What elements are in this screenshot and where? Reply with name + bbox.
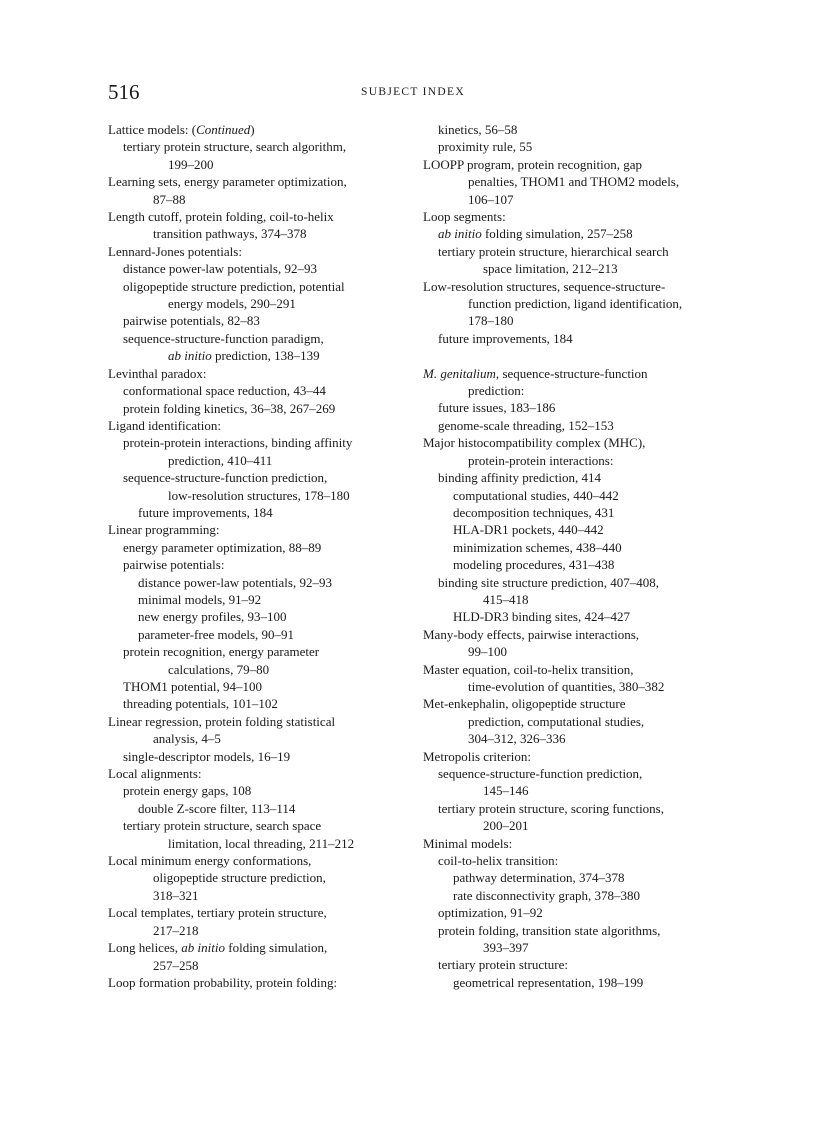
entry-line: Master equation, coil-to-helix transition,	[423, 661, 634, 677]
entry-line: function prediction, ligand identification,	[468, 296, 683, 312]
entry-line: future improvements, 184	[138, 504, 273, 520]
entry-line: minimization schemes, 438–440	[453, 539, 622, 555]
index-entry	[423, 278, 723, 330]
index-subentry	[438, 330, 723, 347]
index-subentry	[123, 539, 408, 556]
entry-line: HLA-DR1 pockets, 440–442	[453, 522, 604, 538]
index-subentry	[438, 399, 723, 416]
index-subentry	[438, 225, 723, 242]
index-subentry	[123, 400, 408, 417]
index-subentry	[438, 138, 723, 155]
index-subentry	[438, 243, 723, 278]
index-subentry	[123, 260, 408, 277]
entry-line: pairwise potentials, 82–83	[123, 313, 260, 329]
entry-line: tertiary protein structure, hierarchical search	[438, 243, 669, 259]
entry-line: modeling procedures, 431–438	[453, 557, 615, 573]
index-subentry	[453, 521, 723, 538]
index-column-right	[423, 121, 723, 991]
index-subentry	[438, 800, 723, 835]
entry-line: transition pathways, 374–378	[153, 226, 307, 242]
entry-line: Learning sets, energy parameter optimization,	[108, 174, 347, 190]
entry-line: tertiary protein structure, search algorithm,	[123, 139, 347, 155]
index-entry	[108, 713, 408, 748]
entry-line: prediction, 410–411	[168, 452, 273, 468]
index-subentry	[123, 278, 408, 313]
index-subentry	[453, 539, 723, 556]
entry-line: single-descriptor models, 16–19	[123, 748, 291, 764]
index-subentry	[438, 765, 723, 800]
index-subentry	[138, 626, 408, 643]
entry-line: protein-protein interactions, binding affinity	[123, 435, 353, 451]
index-entry	[423, 156, 723, 208]
index-subentry	[123, 434, 408, 469]
entry-line: protein recognition, energy parameter	[123, 644, 320, 660]
entry-line: Metropolis criterion:	[423, 748, 531, 764]
entry-line: protein-protein interactions:	[468, 452, 614, 468]
entry-line: sequence-structure-function paradigm,	[123, 330, 324, 346]
entry-line: 318–321	[153, 887, 199, 903]
entry-line: Lattice models: (Continued)	[108, 122, 255, 137]
index-subentry	[438, 417, 723, 434]
entry-line: 304–312, 326–336	[468, 731, 566, 747]
entry-line: binding affinity prediction, 414	[438, 470, 601, 486]
entry-line: Low-resolution structures, sequence-structure-	[423, 278, 666, 294]
entry-line: threading potentials, 101–102	[123, 696, 278, 712]
index-subentry	[123, 312, 408, 329]
entry-line: LOOPP program, protein recognition, gap	[423, 156, 643, 172]
index-subentry	[453, 608, 723, 625]
entry-line: protein folding kinetics, 36–38, 267–269	[123, 400, 336, 416]
entry-line: penalties, THOM1 and THOM2 models,	[468, 174, 680, 190]
page-header	[108, 79, 718, 105]
index-entry	[423, 208, 723, 225]
entry-line: rate disconnectivity graph, 378–380	[453, 887, 641, 903]
index-entry	[108, 939, 408, 974]
entry-line: Minimal models:	[423, 835, 513, 851]
entry-line: computational studies, 440–442	[453, 487, 619, 503]
index-entry	[423, 661, 723, 696]
index-subentry	[123, 330, 408, 365]
index-subentry	[453, 556, 723, 573]
entry-line: Loop segments:	[423, 209, 506, 225]
index-subentry	[123, 695, 408, 712]
index-entry	[108, 765, 408, 782]
letter-gap	[423, 347, 723, 364]
entry-line: Local alignments:	[108, 766, 202, 782]
entry-line: 415–418	[483, 591, 529, 607]
entry-line: tertiary protein structure, search space	[123, 818, 322, 834]
entry-line: 87–88	[153, 191, 186, 207]
entry-line: THOM1 potential, 94–100	[123, 679, 263, 694]
index-subentry	[138, 800, 408, 817]
entry-line: 257–258	[153, 957, 199, 973]
entry-line: M. genitalium, sequence-structure-function	[423, 365, 648, 381]
entry-line: future improvements, 184	[438, 330, 573, 346]
entry-line: limitation, local threading, 211–212	[168, 835, 355, 851]
index-subentry	[453, 869, 723, 886]
index-entry	[108, 121, 408, 138]
entry-line: oligopeptide structure prediction,	[153, 870, 326, 886]
index-subentry	[123, 382, 408, 399]
index-entry	[423, 748, 723, 765]
page-number: 516	[108, 80, 140, 104]
entry-line: distance power-law potentials, 92–93	[138, 574, 332, 590]
entry-line: prediction, computational studies,	[468, 713, 645, 729]
index-subentry	[438, 121, 723, 138]
index-subentry	[138, 504, 408, 521]
entry-line: decomposition techniques, 431	[453, 504, 615, 520]
index-entry	[108, 974, 408, 991]
entry-line: protein folding, transition state algorithms,	[438, 922, 661, 938]
index-subentry	[453, 487, 723, 504]
entry-line: new energy profiles, 93–100	[138, 609, 287, 625]
index-entry	[108, 365, 408, 382]
index-entry	[423, 626, 723, 661]
entry-line: Levinthal paradox:	[108, 365, 207, 381]
index-entry	[423, 835, 723, 852]
entry-line: double Z-score filter, 113–114	[138, 800, 296, 816]
entry-line: 199–200	[168, 156, 214, 172]
entry-line: parameter-free models, 90–91	[138, 626, 295, 642]
entry-line: minimal models, 91–92	[138, 591, 262, 607]
index-subentry	[123, 643, 408, 678]
index-entry	[423, 434, 723, 469]
entry-line: tertiary protein structure, scoring functions,	[438, 800, 664, 816]
entry-line: low-resolution structures, 178–180	[168, 487, 350, 503]
entry-line: calculations, 79–80	[168, 661, 270, 677]
index-subentry	[453, 504, 723, 521]
running-head: SUBJECT INDEX	[361, 86, 465, 98]
entry-line: Lennard-Jones potentials:	[108, 243, 242, 259]
entry-line: Ligand identification:	[108, 417, 221, 433]
entry-line: ab initio folding simulation, 257–258	[438, 226, 633, 242]
entry-line: Linear programming:	[108, 522, 220, 538]
entry-line: oligopeptide structure prediction, potential	[123, 278, 345, 294]
index-entry	[108, 208, 408, 243]
index-subentry	[453, 974, 723, 991]
index-subentry	[123, 748, 408, 765]
entry-line: ab initio prediction, 138–139	[168, 348, 320, 364]
index-subentry	[453, 887, 723, 904]
entry-line: HLD-DR3 binding sites, 424–427	[453, 609, 630, 625]
entry-line: analysis, 4–5	[153, 731, 221, 747]
entry-line: future issues, 183–186	[438, 400, 556, 416]
index-subentry	[438, 574, 723, 609]
entry-line: optimization, 91–92	[438, 905, 543, 921]
entry-line: energy models, 290–291	[168, 296, 296, 312]
index-column-left	[108, 121, 408, 991]
entry-line: Many-body effects, pairwise interactions,	[423, 626, 639, 642]
entry-line: 178–180	[468, 313, 514, 329]
entry-line: tertiary protein structure:	[438, 957, 568, 973]
index-subentry	[123, 469, 408, 504]
entry-line: Met-enkephalin, oligopeptide structure	[423, 696, 626, 712]
entry-line: distance power-law potentials, 92–93	[123, 261, 317, 277]
index-subentry	[438, 852, 723, 869]
index-entry	[108, 173, 408, 208]
entry-line: 200–201	[483, 818, 529, 834]
index-subentry	[138, 574, 408, 591]
entry-line: kinetics, 56–58	[438, 122, 518, 137]
entry-line: geometrical representation, 198–199	[453, 974, 644, 990]
index-entry	[423, 695, 723, 747]
index-subentry	[123, 138, 408, 173]
entry-line: 106–107	[468, 191, 514, 207]
entry-line: prediction:	[468, 383, 525, 399]
entry-line: binding site structure prediction, 407–408,	[438, 574, 659, 590]
entry-line: pairwise potentials:	[123, 557, 225, 573]
entry-line: 217–218	[153, 922, 199, 938]
index-entry	[108, 521, 408, 538]
index-subentry	[438, 922, 723, 957]
entry-line: genome-scale threading, 152–153	[438, 417, 614, 433]
index-entry	[423, 365, 723, 400]
index-subentry	[123, 782, 408, 799]
entry-line: energy parameter optimization, 88–89	[123, 539, 322, 555]
entry-line: coil-to-helix transition:	[438, 853, 559, 869]
entry-line: protein energy gaps, 108	[123, 783, 252, 799]
entry-line: conformational space reduction, 43–44	[123, 383, 326, 399]
entry-line: pathway determination, 374–378	[453, 870, 625, 886]
entry-line: 145–146	[483, 783, 529, 799]
index-subentry	[138, 591, 408, 608]
index-subentry	[123, 556, 408, 573]
entry-line: Length cutoff, protein folding, coil-to-helix	[108, 209, 334, 225]
index-subentry	[438, 904, 723, 921]
entry-line: 99–100	[468, 644, 507, 660]
entry-line: Long helices, ab initio folding simulation,	[108, 940, 328, 956]
entry-line: space limitation, 212–213	[483, 261, 618, 277]
entry-line: proximity rule, 55	[438, 139, 533, 155]
index-entry	[108, 852, 408, 904]
entry-line: Loop formation probability, protein folding:	[108, 974, 338, 990]
index-subentry	[123, 817, 408, 852]
entry-line: 393–397	[483, 940, 529, 956]
index-entry	[108, 243, 408, 260]
entry-line: Linear regression, protein folding statistical	[108, 713, 336, 729]
index-entry	[108, 417, 408, 434]
entry-line: sequence-structure-function prediction,	[123, 470, 328, 486]
entry-line: Local templates, tertiary protein structure,	[108, 905, 327, 921]
index-subentry	[138, 608, 408, 625]
index-entry	[108, 904, 408, 939]
entry-line: time-evolution of quantities, 380–382	[468, 678, 665, 694]
index-subentry	[438, 956, 723, 973]
entry-line: Major histocompatibility complex (MHC),	[423, 435, 646, 451]
index-subentry	[438, 469, 723, 486]
index-subentry	[123, 678, 408, 695]
entry-line: sequence-structure-function prediction,	[438, 766, 643, 782]
entry-line: Local minimum energy conformations,	[108, 853, 312, 869]
